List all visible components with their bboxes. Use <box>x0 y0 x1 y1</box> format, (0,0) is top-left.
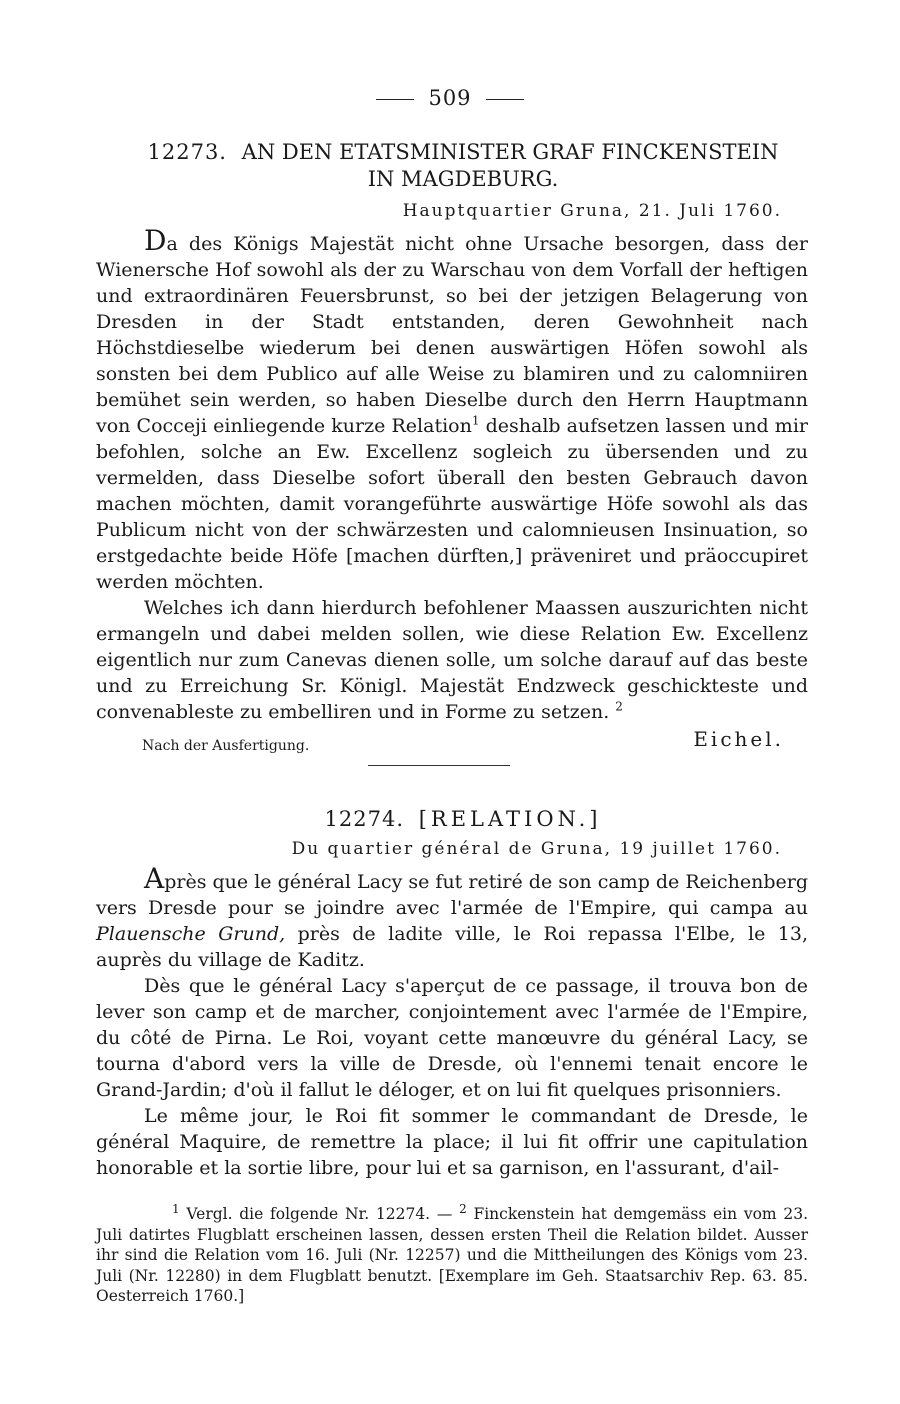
footnote-1: Vergl. die folgende Nr. 12274. — <box>186 1205 453 1223</box>
doc1-p2-text: Welches ich dann hierdurch befohlener Maassen auszurichten nicht ermangeln und dabei melden sollen, wie diese Relation Ew. Excellenz eigentlich nur zum Canevas dienen solle, um solche darauf auf das beste und zu Erreichung Sr. Königl. Majestät Endzweck geschickteste und convenableste zu embelliren und in Forme zu setzen. <box>96 597 808 723</box>
footnote-ref-1: 1 <box>471 413 480 428</box>
doc2-p1-text-b: près de ladite ville, le Roi repassa l'Elbe, le 13, auprès du village de Kaditz. <box>96 923 808 971</box>
doc1-paragraph-2 <box>96 595 808 725</box>
doc1-signature: Eichel. <box>693 727 784 751</box>
doc2-paragraph-2: Dès que le général Lacy s'aperçut de ce passage, il trouva bon de lever son camp et de marcher, conjointement avec l'armée de l'Empire, du côté de Pirna. Le Roi, voyant cette manœuvre du général Lacy, se tourna d'abord vers la ville de Dresde, où l'ennemi tenait encore le Grand-Jardin; d'où il fallut le déloger, et on lui fit quelques prisonniers. <box>96 975 808 1101</box>
section-divider <box>368 765 510 766</box>
footnote-2: Finckenstein hat demgemäss ein vom 23. Juli datirtes Flugblatt erscheinen lassen, dessen ersten Theil die Relation bildet. Ausser ihr sind die Relation vom 16. Juli (Nr. 12257) und die Mittheilungen des Königs vom 23. Juli (Nr. 12280) in dem Flugblatt benutzt. [Exemplare im Geh. Staatsarchiv Rep. 63. 85. Oesterreich 1760.] <box>96 1205 809 1305</box>
footnote-block <box>96 1201 809 1307</box>
doc1-place-date: Hauptquartier Gruna, 21. Juli 1760. <box>402 201 782 221</box>
footnote-ref-2: 2 <box>615 699 623 714</box>
doc2-number: 12274. <box>324 807 405 831</box>
dash-right <box>486 99 524 100</box>
doc2-heading <box>118 806 808 833</box>
doc2-place-date: Du quartier général de Gruna, 19 juillet 1760. <box>291 839 782 859</box>
footnotes <box>96 1201 809 1307</box>
doc2-paragraph-3: Le même jour, le Roi fit sommer le commandant de Dresde, le général Maquire, de remettre la place; il lui fit offrir une capitulation honorable et la sortie libre, pour lui et sa garnison, en l'assurant, d'ail- <box>96 1105 808 1179</box>
doc1-p1-text-b: deshalb aufsetzen lassen und mir befohlen, solche an Ew. Excellenz sogleich zu übersenden und zu vermelden, dass Dieselbe sofort überall den besten Gebrauch davon machen möchten, damit vorangeführte auswärtige Höfe sowohl als das Publicum nicht von der schwärzesten und calomnieusen Insinuation, so erstgedachte beide Höfe [machen dürften,] präveniret und präoccupiret werden möchten. <box>96 415 808 593</box>
doc1-body <box>96 224 808 725</box>
doc2-p1-italic: Plauensche Grund, <box>96 923 286 945</box>
doc2-title: [RELATION.] <box>418 807 602 831</box>
doc1-paragraph-1 <box>96 224 808 595</box>
doc2-body <box>96 862 808 1181</box>
doc2-drop-initial: A <box>144 862 165 895</box>
doc1-p1-text-a: a des Königs Majestät nicht ohne Ursache besorgen, dass der Wienersche Hof sowohl als der zu Warschau von dem Vorfall der heftigen und extraordinären Feuersbrunst, so bei der jetzigen Belagerung von Dresden in der Stadt entstanden, deren Gewohnheit nach Höchstdieselbe wiederum bei denen auswärtigen Höfen sowohl als sonsten bei dem Publico auf alle Weise zu blamiren und zu calomniiren bemühet sein werden, so haben Dieselbe durch den Herrn Hauptmann von Cocceji einliegende kurze Relation <box>96 233 808 437</box>
doc1-source-note: Nach der Ausfertigung. <box>142 738 310 754</box>
footnote-mark-1: 1 <box>172 1201 180 1216</box>
doc2-p1-text-a: près que le général Lacy se fut retiré de son camp de Reichenberg vers Dresde pour se joindre avec l'armée de l'Empire, qui campa au <box>96 871 808 919</box>
doc1-heading <box>118 139 808 193</box>
page-number-line <box>0 86 900 110</box>
doc1-title-line1: AN DEN ETATSMINISTER GRAF FINCKENSTEIN <box>241 140 779 164</box>
dash-left <box>376 99 414 100</box>
footnote-mark-2: 2 <box>459 1201 467 1216</box>
doc1-title-line2: IN MAGDEBURG. <box>367 167 559 191</box>
doc1-number: 12273. <box>147 140 227 164</box>
doc2-paragraph-1 <box>96 862 808 973</box>
doc1-drop-initial: D <box>144 224 167 257</box>
page-number: 509 <box>428 86 472 110</box>
